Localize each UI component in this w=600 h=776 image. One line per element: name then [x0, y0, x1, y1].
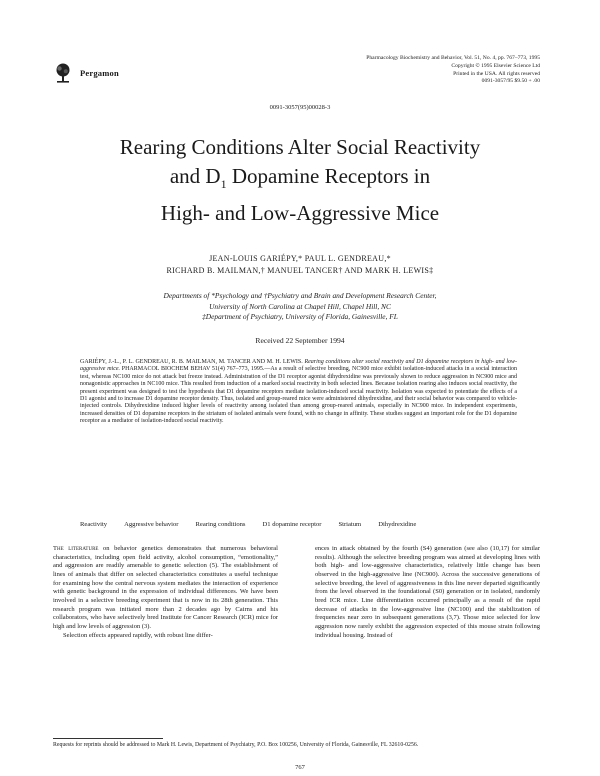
- journal-info-line: 0091-3057/95 $9.50 + .00: [481, 78, 540, 85]
- title-text: Dopamine Receptors in: [226, 164, 431, 188]
- body-paragraph: Selection effects appeared rapidly, with robust line differ-: [63, 631, 213, 639]
- publisher-logo: [52, 62, 119, 84]
- title-line-2: [0, 162, 600, 199]
- keywords: [80, 521, 520, 528]
- title-line-3: High- and Low-Aggressive Mice: [160, 201, 440, 226]
- affiliation-line-1: Departments of *Psychology and †Psychiatry and Brain and Development Research Center,: [163, 291, 437, 300]
- keyword: Reactivity: [80, 521, 108, 528]
- keyword: Aggressive behavior: [124, 521, 179, 528]
- body-text: on behavior genetics demonstrates that numerous behavioral characteristics, including open field activity, alcohol consumption, “emotionality,” and aggression are readily amenable to genetic selection (5). The establishment of lines of animals that differ on selected characteristics constitutes a useful technique for examining how the central nervous system mediates the interaction of experience with genetic background in the expression of individual differences. We have been involved in a selective breeding experiment that is now in its 28th generation. This research program was initiated more than 2 decades ago by Cairns and his collaborators, who have selectively bred Institute for Cancer Research (ICR) mice for high and low levels of aggression (3).: [53, 545, 278, 630]
- abstract-journal-ref: PHARMACOL BIOCHEM BEHAV 51(4) 767–773, 1995.: [121, 366, 265, 373]
- publisher-name: Pergamon: [80, 68, 119, 78]
- keyword: Dihydrexidine: [378, 521, 417, 528]
- paper-title: [0, 133, 600, 228]
- keyword: Rearing conditions: [195, 521, 246, 528]
- affiliation-line-3: ‡Department of Psychiatry, University of Florida, Gainesville, FL: [202, 312, 398, 321]
- abstract: [80, 359, 517, 426]
- journal-info-line: Pharmacology Biochemistry and Behavior, Vol. 51, No. 4, pp. 767–773, 1995: [366, 55, 540, 61]
- doi: 0091-3057(95)00028-3: [269, 104, 331, 111]
- received-date: Received 22 September 1994: [255, 336, 345, 345]
- abstract-citation: GARIÉPY, J.-L., P. L. GENDREAU, R. B. MAILMAN, M. TANCER AND M. H. LEWIS.: [80, 359, 303, 365]
- footnote-divider: [53, 738, 163, 739]
- authors: [0, 253, 600, 277]
- keyword: Striatum: [338, 521, 362, 528]
- abstract-citation-title: Rearing conditions alter social reactivity and D1 dopamine receptors in high- and low-aggressive mice.: [80, 359, 518, 373]
- body-column-left: [53, 545, 278, 640]
- keyword: D1 dopamine receptor: [262, 521, 322, 528]
- body-paragraph: ences in attack obtained by the fourth (S4) generation (see also (10,17) for similar results). Although the selective breeding program was aimed at developing lines with both high- and low-aggressive characteristics, relatively little change has been observed in the high-aggressive line (NC900). Across the successive generations of selective breeding, the level of aggressiveness in this line never departed significantly from the level observed in the foundational (S0) generation or in isolated, randomly bred ICR mice. Line differentiation occurred principally as a result of the rapid decrease of attacks in the low-aggressive line (NC100) and the stabilization of frequencies near zero in subsequent generations (3,7). Those mice selected for low aggression now rarely exhibit the aggression expected of this mouse strain following individual housing. Instead of: [315, 545, 540, 639]
- journal-info: [290, 55, 540, 86]
- title-text: and D: [169, 164, 221, 188]
- abstract-body: —As a result of selective breeding, NC900 mice exhibit isolation-induced attacks in a social interaction test, whereas NC100 mice do not attack but freeze instead. Administration of the D1 receptor agonist dihydrexidine was previously shown to reduce aggression in NC900 mice and nonagonistic approaches in NC100 mice. This resulted from induction of a marked social reactivity in both selected lines. Because isolation rearing also induces social reactivity, the present experiment was designed to test the hypothesis that D1 dopamine receptors mediate isolation-induced social reactivity. Isolation was expected to potentiate the effects of a D1 agonist and to increase D1 dopamine receptor density. Thus, isolated and group-reared mice were administered dihydrexidine, and their social behavior was compared to vehicle-injected controls. Dihydrexidine induced higher levels of reactivity among isolated than among group-reared animals, especially in NC900 mice. In independent experiments, increased densities of D1 dopamine receptors in the striatum of isolated animals were found, with no change in affinity. These studies suggest an important role for the D1 dopamine receptor as a mediator of isolation-induced social reactivity.: [80, 366, 518, 425]
- body-lead-in: The literature: [53, 545, 99, 552]
- author-line-1: JEAN-LOUIS GARIÉPY,* PAUL L. GENDREAU,*: [209, 254, 391, 263]
- body-paragraph: [53, 545, 278, 632]
- pergamon-tree-icon: [52, 62, 74, 84]
- affiliations: [0, 291, 600, 323]
- author-line-2: RICHARD B. MAILMAN,† MANUEL TANCER† AND MARK H. LEWIS‡: [166, 266, 434, 275]
- affiliation-line-2: University of North Carolina at Chapel Hill, Chapel Hill, NC: [209, 301, 391, 311]
- footnote: Requests for reprints should be addressed to Mark H. Lewis, Department of Psychiatry, P.O. Box 100256, University of Florida, Gainesville, FL 32610-0256.: [53, 742, 419, 748]
- body-column-right: [315, 545, 540, 640]
- page-number: 767: [295, 764, 305, 771]
- journal-info-line: Printed in the USA. All rights reserved: [453, 70, 540, 77]
- title-line-1: Rearing Conditions Alter Social Reactivity: [119, 135, 481, 159]
- journal-info-line: Copyright © 1995 Elsevier Science Ltd: [451, 62, 540, 69]
- title-subscript: 1: [220, 177, 227, 192]
